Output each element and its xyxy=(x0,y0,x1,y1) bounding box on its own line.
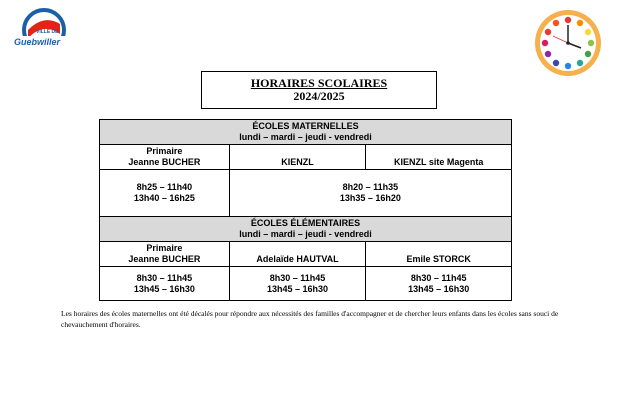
maternelles-school-kienzl: KIENZL xyxy=(229,145,366,170)
elementaires-school-storck: Emile STORCK xyxy=(366,242,512,267)
maternelles-school-bucher xyxy=(100,145,230,170)
afternoon-time: 13h45 – 16h30 xyxy=(133,283,195,294)
footnote: Les horaires des écoles maternelles ont été décalés pour répondre aux nécessités des familles d'accompagner et de chercher leurs enfants dans les écoles sans souci de chevauchement d'horaires. xyxy=(61,309,559,329)
elementaires-times-bucher xyxy=(100,267,230,301)
afternoon-time: 13h45 – 16h30 xyxy=(408,283,470,294)
elementaires-times-hautval xyxy=(229,267,366,301)
logo-subtitle: VILLE DE xyxy=(36,29,59,35)
maternelles-times-bucher xyxy=(100,170,230,217)
afternoon-time: 13h35 – 16h20 xyxy=(339,193,401,203)
school-name: Jeanne BUCHER xyxy=(128,254,201,264)
schedule-table xyxy=(99,119,512,301)
logo-name: Guebwiller xyxy=(14,37,61,47)
afternoon-time: 13h45 – 16h30 xyxy=(267,283,329,294)
morning-time: 8h30 – 11h45 xyxy=(410,272,467,283)
elementaires-times-storck xyxy=(366,267,512,301)
elementaires-school-bucher xyxy=(100,242,230,267)
maternelles-header xyxy=(100,120,512,145)
school-type: Primaire xyxy=(146,243,183,253)
clock-icon xyxy=(533,8,603,78)
elementaires-days: lundi – mardi – jeudi - vendredi xyxy=(239,229,372,239)
elementaires-school-hautval: Adelaïde HAUTVAL xyxy=(229,242,366,267)
afternoon-time: 13h40 – 16h25 xyxy=(133,193,195,203)
maternelles-school-kienzl-magenta: KIENZL site Magenta xyxy=(366,145,512,170)
title-year: 2024/2025 xyxy=(293,89,345,103)
maternelles-heading: ÉCOLES MATERNELLES xyxy=(252,121,359,131)
elementaires-header xyxy=(100,217,512,242)
maternelles-times-kienzl xyxy=(229,170,511,217)
morning-time: 8h30 – 11h45 xyxy=(269,272,326,283)
elementaires-heading: ÉCOLES ÉLÉMENTAIRES xyxy=(250,218,361,228)
title-line-1: HORAIRES SCOLAIRES xyxy=(250,76,388,90)
school-type: Primaire xyxy=(146,146,183,156)
school-name: Jeanne BUCHER xyxy=(128,157,201,167)
elementaires-times-row xyxy=(100,267,512,301)
guebwiller-logo xyxy=(14,8,70,56)
elementaires-header-row xyxy=(100,217,512,242)
maternelles-times-row xyxy=(100,170,512,217)
page-title xyxy=(201,71,437,109)
morning-time: 8h25 – 11h40 xyxy=(136,182,193,192)
maternelles-days: lundi – mardi – jeudi - vendredi xyxy=(239,132,372,142)
maternelles-schools-row xyxy=(100,145,512,170)
elementaires-schools-row xyxy=(100,242,512,267)
morning-time: 8h20 – 11h35 xyxy=(342,182,399,192)
maternelles-header-row xyxy=(100,120,512,145)
morning-time: 8h30 – 11h45 xyxy=(136,272,193,283)
